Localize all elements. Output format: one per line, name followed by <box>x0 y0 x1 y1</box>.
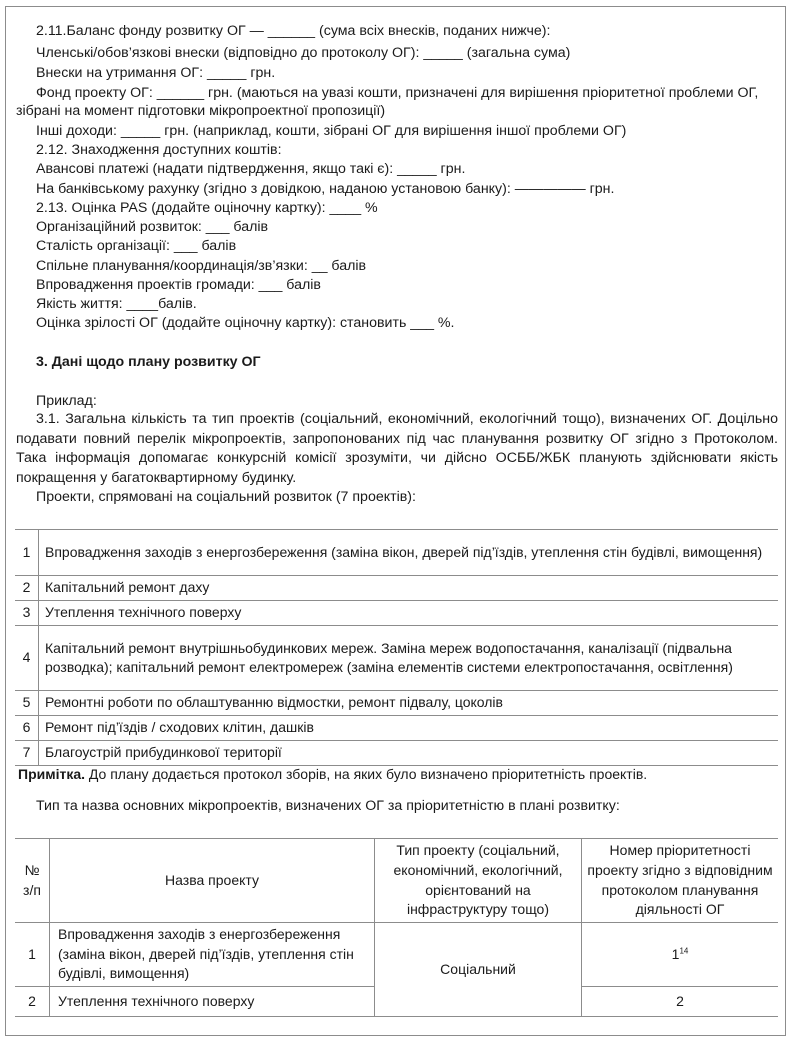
section3-heading: 3. Дані щодо плану розвитку ОГ <box>36 354 261 370</box>
table-row <box>15 530 778 576</box>
maintenance-fees-line: Внески на утримання ОГ: _____ грн. <box>36 65 276 81</box>
membership-fees-line: Членські/обов’язкові внески (відповідно до протоколу ОГ): _____ (загальна сума) <box>36 45 571 61</box>
footnote-ref: 14 <box>679 945 689 955</box>
row-number: 2 <box>15 987 50 1017</box>
org-development-line: Організаційний розвиток: ___ балів <box>36 219 269 235</box>
community-projects-line: Впровадження проектів громади: ___ балів <box>36 277 321 293</box>
header-name: Назва проекту <box>50 839 375 923</box>
pas-score-line: 2.13. Оцінка PAS (додайте оціночну картку): ____ % <box>36 200 378 216</box>
note-text: До плану додається протокол зборів, на яких було визначено пріоритетність проектів. <box>85 766 648 782</box>
note <box>18 765 647 784</box>
table-row <box>15 691 778 716</box>
row-number: 4 <box>15 626 39 691</box>
row-number: 5 <box>15 691 39 716</box>
row-number: 1 <box>15 530 39 576</box>
available-funds-heading: 2.12. Знаходження доступних коштів: <box>36 142 282 158</box>
table-row <box>15 923 778 987</box>
bank-account-line: На банківському рахунку (згідно з довідкою, наданою установою банку): ————— грн. <box>36 181 615 197</box>
project-text: Благоустрій прибудинкової території <box>39 741 779 766</box>
project-text: Утеплення технічного поверху <box>39 601 779 626</box>
project-text: Впровадження заходів з енергозбереження (заміна вікон, дверей під’їздів, утеплення стін будівлі, вимощення) <box>39 530 779 576</box>
project-name: Впровадження заходів з енергозбереження (заміна вікон, дверей під’їздів, утеплення стін будівлі, вимощення) <box>50 923 375 987</box>
row-number: 1 <box>15 923 50 987</box>
table-row <box>15 576 778 601</box>
row-number: 7 <box>15 741 39 766</box>
joint-planning-line: Спільне планування/координація/зв’язки: __ балів <box>36 258 367 274</box>
project-text: Ремонт під’їздів / сходових клітин, дашків <box>39 716 779 741</box>
project-text: Ремонтні роботи по облаштуванню відмостки, ремонт підвалу, цоколів <box>39 691 779 716</box>
section3-paragraph: 3.1. Загальна кількість та тип проектів (соціальний, економічний, екологічний тощо), визначених ОГ. Доцільно подавати повний перелік мікропроектів, запропонованих під час планування розвитку ОГ згідно з Протоколом. Така інформація допомагає конкурсній комісії зрозуміти, чи дійсно ОСББ/ЖБК планують здійснювати якість покращення у багатоквартирному будинку. <box>16 411 778 487</box>
social-projects-table <box>15 529 778 766</box>
row-number: 2 <box>15 576 39 601</box>
table-header-row <box>15 839 778 923</box>
project-fund-line-cont: зібрані на момент підготовки мікропроектної пропозиції) <box>16 103 386 119</box>
fund-balance-line: 2.11.Баланс фонду розвитку ОГ — ______ (сума всіх внесків, поданих нижче): <box>36 23 551 39</box>
project-text: Капітальний ремонт внутрішньобудинкових мереж. Заміна мереж водопостачання, каналізації (підвальна розводка); капітальний ремонт електромереж (заміна елементів системи електропостачання, освітлення) <box>39 626 779 691</box>
advance-payments-line: Авансові платежі (надати підтвердження, якщо такі є): _____ грн. <box>36 161 466 177</box>
priority-number <box>582 923 779 987</box>
priority-value: 1 <box>671 945 680 962</box>
example-label: Приклад: <box>36 393 97 409</box>
maturity-score-line: Оцінка зрілості ОГ (додайте оціночну картку): становить ___ %. <box>36 315 455 331</box>
project-type: Соціальний <box>375 923 582 1017</box>
projects-intro: Проекти, спрямовані на соціальний розвиток (7 проектів): <box>36 489 416 505</box>
table2-intro: Тип та назва основних мікропроектів, визначених ОГ за пріоритетністю в плані розвитку: <box>36 798 620 814</box>
project-name: Утеплення технічного поверху <box>50 987 375 1017</box>
header-num: № з/п <box>15 839 50 923</box>
table-row <box>15 626 778 691</box>
project-fund-line: Фонд проекту ОГ: ______ грн. (маються на увазі кошти, призначені для вирішення пріоритетної проблеми ОГ, <box>36 85 759 101</box>
priority-number: 2 <box>582 987 779 1017</box>
header-priority: Номер пріоритетності проекту згідно з відповідним протоколом планування діяльності ОГ <box>582 839 779 923</box>
row-number: 6 <box>15 716 39 741</box>
quality-of-life-line: Якість життя: ____балів. <box>36 296 197 312</box>
row-number: 3 <box>15 601 39 626</box>
table-row <box>15 741 778 766</box>
org-sustainability-line: Сталість організації: ___ балів <box>36 238 237 254</box>
table-row <box>15 716 778 741</box>
header-type: Тип проекту (соціальний, економічний, екологічний, орієнтований на інфраструктуру тощо) <box>375 839 582 923</box>
other-income-line: Інші доходи: _____ грн. (наприклад, кошти, зібрані ОГ для вирішення іншої проблеми ОГ) <box>36 123 627 139</box>
project-text: Капітальний ремонт даху <box>39 576 779 601</box>
note-label: Примітка. <box>18 766 86 782</box>
table-row <box>15 601 778 626</box>
priority-projects-table <box>15 838 778 1017</box>
